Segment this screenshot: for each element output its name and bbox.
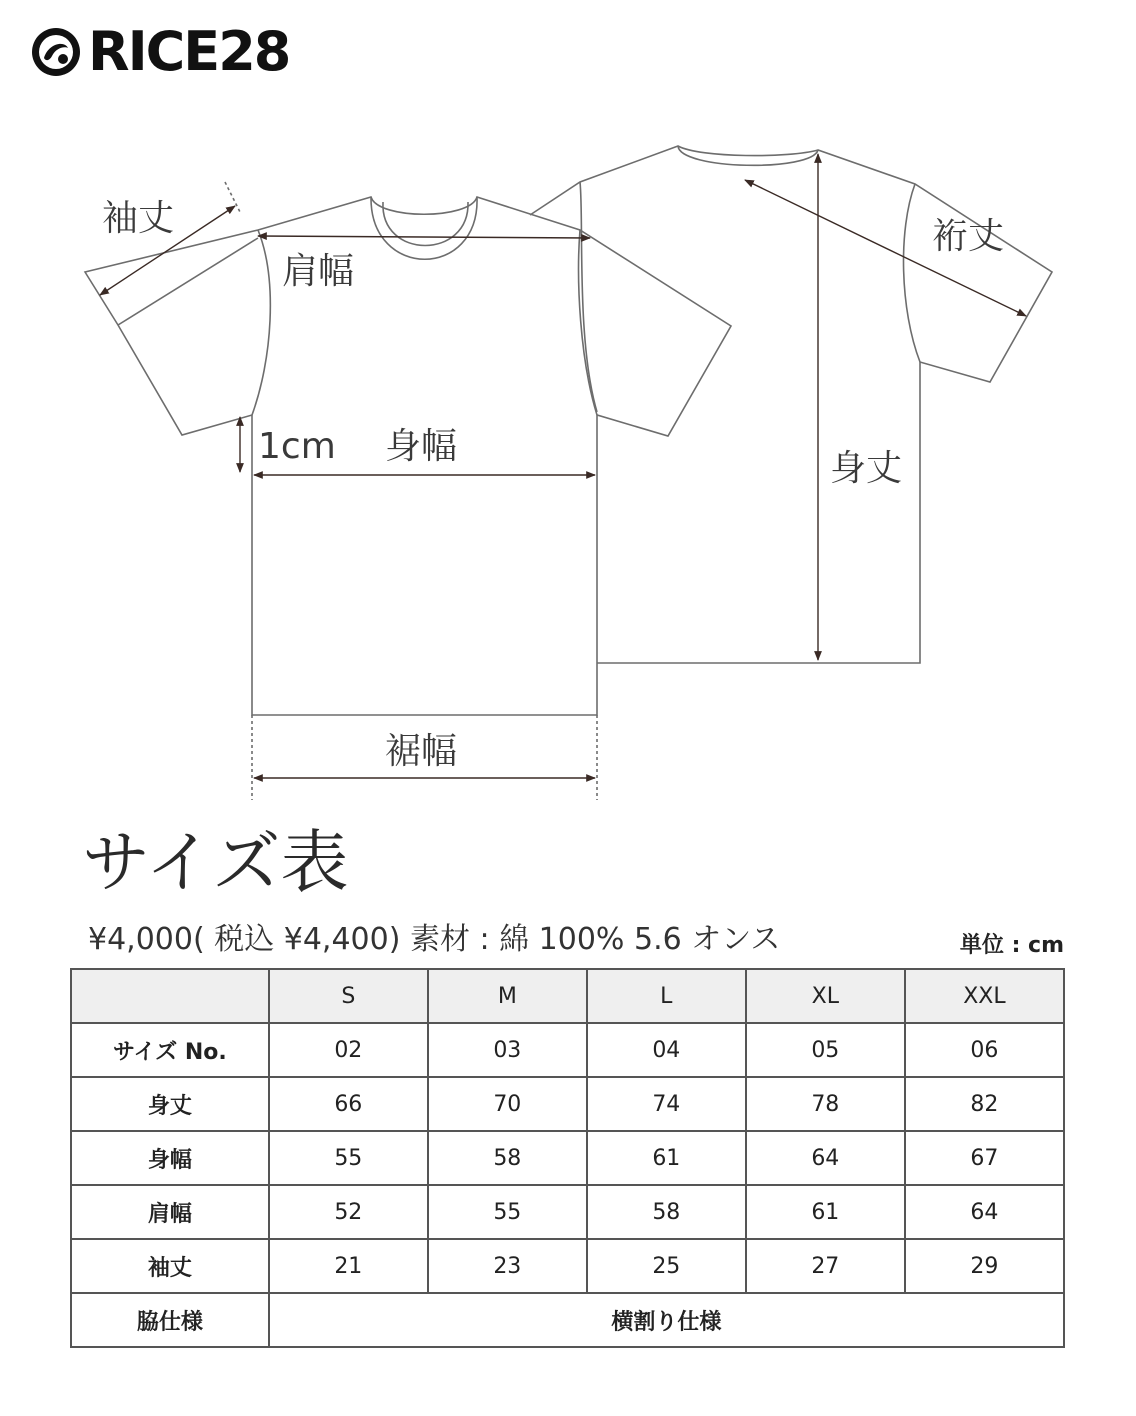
row-label: 脇仕様 [71,1293,269,1347]
table-cell: 61 [587,1131,746,1185]
table-cell: 21 [269,1239,428,1293]
table-cell: 61 [746,1185,905,1239]
table-row [71,1023,1064,1077]
table-cell: 55 [428,1185,587,1239]
table-cell: 70 [428,1077,587,1131]
header-size-l: L [587,969,746,1023]
row-label: 肩幅 [71,1185,269,1239]
shoulder-width-arrow [258,236,590,238]
table-row [71,1131,1064,1185]
header-size-xl: XL [746,969,905,1023]
table-row-side-spec [71,1293,1064,1347]
front-view-shirt [85,182,731,800]
table-cell: 03 [428,1023,587,1077]
table-cell: 67 [905,1131,1064,1185]
table-cell: 58 [428,1131,587,1185]
table-header-row [71,969,1064,1023]
label-sleeve-length: 袖丈 [102,198,175,239]
table-cell: 25 [587,1239,746,1293]
row-label: サイズ No. [71,1023,269,1077]
table-row [71,1185,1064,1239]
label-shoulder-width: 肩幅 [282,251,355,292]
tshirt-measurement-diagram [0,120,1136,820]
label-hem-width: 裾幅 [385,731,458,772]
table-cell: 23 [428,1239,587,1293]
table-cell: 02 [269,1023,428,1077]
label-body-width: 身幅 [385,426,458,467]
table-cell: 64 [905,1185,1064,1239]
header-corner [71,969,269,1023]
page-title: サイズ表 [82,824,349,903]
size-table [70,968,1065,1348]
header-size-m: M [428,969,587,1023]
label-sleeve-span: 裄丈 [932,216,1005,257]
side-spec-value: 横割り仕様 [269,1293,1064,1347]
header-size-xxl: XXL [905,969,1064,1023]
table-row [71,1239,1064,1293]
table-cell: 27 [746,1239,905,1293]
table-cell: 64 [746,1131,905,1185]
table-cell: 52 [269,1185,428,1239]
table-cell: 58 [587,1185,746,1239]
table-cell: 55 [269,1131,428,1185]
row-label: 身幅 [71,1131,269,1185]
brand-logo-icon [30,26,82,78]
table-cell: 04 [587,1023,746,1077]
label-body-length: 身丈 [830,448,903,489]
row-label: 身丈 [71,1077,269,1131]
table-cell: 66 [269,1077,428,1131]
table-row [71,1077,1064,1131]
header-size-s: S [269,969,428,1023]
brand-logo [30,22,289,82]
table-cell: 78 [746,1077,905,1131]
brand-name: RICE28 [88,20,290,83]
table-cell: 05 [746,1023,905,1077]
table-cell: 74 [587,1077,746,1131]
table-cell: 29 [905,1239,1064,1293]
unit-label: 単位 : cm [959,933,1064,958]
label-one-cm: 1cm [258,426,336,467]
table-cell: 82 [905,1077,1064,1131]
row-label: 袖丈 [71,1239,269,1293]
table-cell: 06 [905,1023,1064,1077]
product-summary: ¥4,000( 税込 ¥4,400) 素材 : 綿 100% 5.6 オンス [88,922,781,957]
